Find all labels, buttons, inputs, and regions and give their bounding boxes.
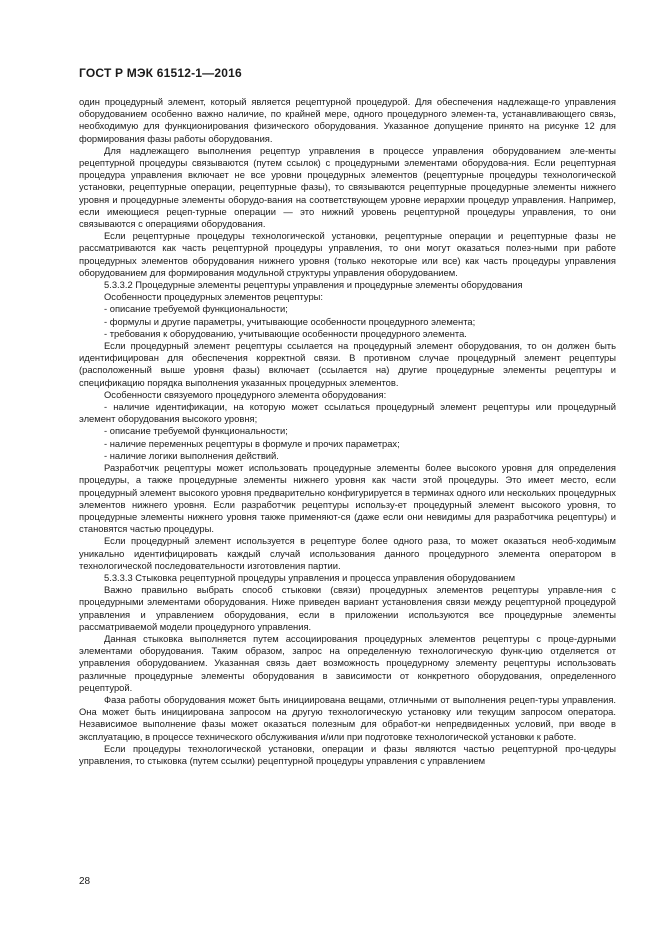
paragraph: Если рецептурные процедуры технологической установки, рецептурные операции и рецептурные фазы не рассматриваются как часть рецептурной процедуры управления, то они могут оказаться полез-ными при работе процедурных элементов оборудования нижнего уровня (только некоторые или все) как часть процедуры управления оборудованием для формирования модульной структуры управления оборудованием. (79, 230, 616, 278)
document-body (79, 96, 616, 767)
list-item: - наличие переменных рецептуры в формуле и прочих параметрах; (104, 437, 400, 449)
paragraph: Если процедурный элемент используется в рецептуре более одного раза, то может оказаться необ-ходимым уникально идентифицировать каждый случай использования данного процедурного элемента оператором в технологической последовательности изготовления партии. (79, 535, 616, 571)
section-heading: 5.3.3.3 Стыковка рецептурной процедуры управления и процесса управления оборудованием (104, 571, 516, 583)
document-header: ГОСТ Р МЭК 61512-1—2016 (79, 66, 242, 80)
paragraph: Фаза работы оборудования может быть инициирована вещами, отличными от выполнения рецеп-туры управления. Она может быть инициирована запросом на другую технологическую установку или текущим запросом оператора. Независимое выполнение фазы может оказаться полезным для обработ-ки непредвиденных условий, при вводе в эксплуатацию, в процессе технического обслуживания и/или при подготовке технологической установки к работе. (79, 693, 616, 742)
paragraph: Для надлежащего выполнения рецептур управления в процессе управления оборудованием эле-менты рецептурной процедуры связываются (путем ссылок) с процедурными элементами оборудова-ния. Если рецептурная процедура управления включает не все уровни процедурных элементов (рецептурные процедуры технологической установки, рецептурные операции, рецептурные фазы), то связываются рецептурные процедурные элементы нижнего уровня и процедурные элементы оборудо-вания на соответствующем уровне иерархии процедур управления. Например, если имеющиеся рецеп-турные операции — это нижний уровень рецептурной процедуры управления, то они связываются с операциями оборудования. (79, 144, 616, 230)
paragraph: Особенности процедурных элементов рецептуры: (104, 291, 324, 303)
paragraph: Особенности связуемого процедурного элемента оборудования: (104, 388, 387, 400)
paragraph: Данная стыковка выполняется путем ассоциирования процедурных элементов рецептуры с проце-дурными элементами оборудования. Таким образом, запрос на определенную технологическую функ-цию отделяется от управления оборудованием. Указанная связь дает возможность процедурному элементу рецептуры использовать различные процедурные элементы оборудования в зависимости от конкретного оборудования, определенного рецептурой. (79, 632, 616, 693)
list-item: - описание требуемой функциональности; (104, 425, 288, 437)
list-item: - наличие идентификации, на которую может ссылаться процедурный элемент рецептуры или процедурный элемент оборудования высокого уровня; (79, 401, 616, 425)
paragraph: один процедурный элемент, который является рецептурной процедурой. Для обеспечения надлежаще-го управления оборудованием особенно важно наличие, по крайней мере, одного процедурного элемен-та, устанавливающего связь, необходимую для функционирования физического оборудования. Указанное допущение принято на рисунке 12 для формирования фазы работы оборудования. (79, 96, 616, 144)
list-item: - требования к оборудованию, учитывающие особенности процедурного элемента. (104, 327, 467, 339)
list-item: - описание требуемой функциональности; (104, 303, 288, 315)
paragraph: Разработчик рецептуры может использовать процедурные элементы более высокого уровня для определения процедуры, а также процедурные элементы нижнего уровня как части этой процедуры. Это имеет место, если процедурный элемент высокого уровня предварительно конфигурируется в терминах одного или нескольких процедурных элементов нижнего уровня. Если разработчик рецептуры использу-ет процедурный элемент высокого уровня, то процедурные элементы нижнего уровня также применяют-ся (даже если они невидимы для разработчика рецептуры) и становятся частью процедуры. (79, 462, 616, 535)
page-number: 28 (79, 876, 91, 887)
section-heading: 5.3.3.2 Процедурные элементы рецептуры управления и процедурные элементы оборудования (104, 279, 523, 291)
list-item: - наличие логики выполнения действий. (104, 449, 279, 461)
paragraph: Важно правильно выбрать способ стыковки (связи) процедурных элементов рецептуры управле-ния с процедурными элементами оборудования. Ниже приведен вариант установления связи между рецептурной процедурой управления и управлением оборудования, если в приложении используются все процедурные элементы рассматриваемой модели процедурного управления. (79, 584, 616, 632)
paragraph: Если процедурный элемент рецептуры ссылается на процедурный элемент оборудования, то он должен быть идентифицирован для обеспечения корректной связи. В противном случае процедурный элемент рецептуры (расположенный выше уровня фазы) включает (ссылается на) другие процедурные элементы рецептуры и спецификацию порядка выполнения указанных процедурных элементов. (79, 340, 616, 388)
list-item: - формулы и другие параметры, учитывающие особенности процедурного элемента; (104, 315, 476, 327)
paragraph: Если процедуры технологической установки, операции и фазы являются частью рецептурной про-цедуры управления, то стыковка (путем ссылки) рецептурной процедуры управления с управлением (79, 742, 616, 766)
